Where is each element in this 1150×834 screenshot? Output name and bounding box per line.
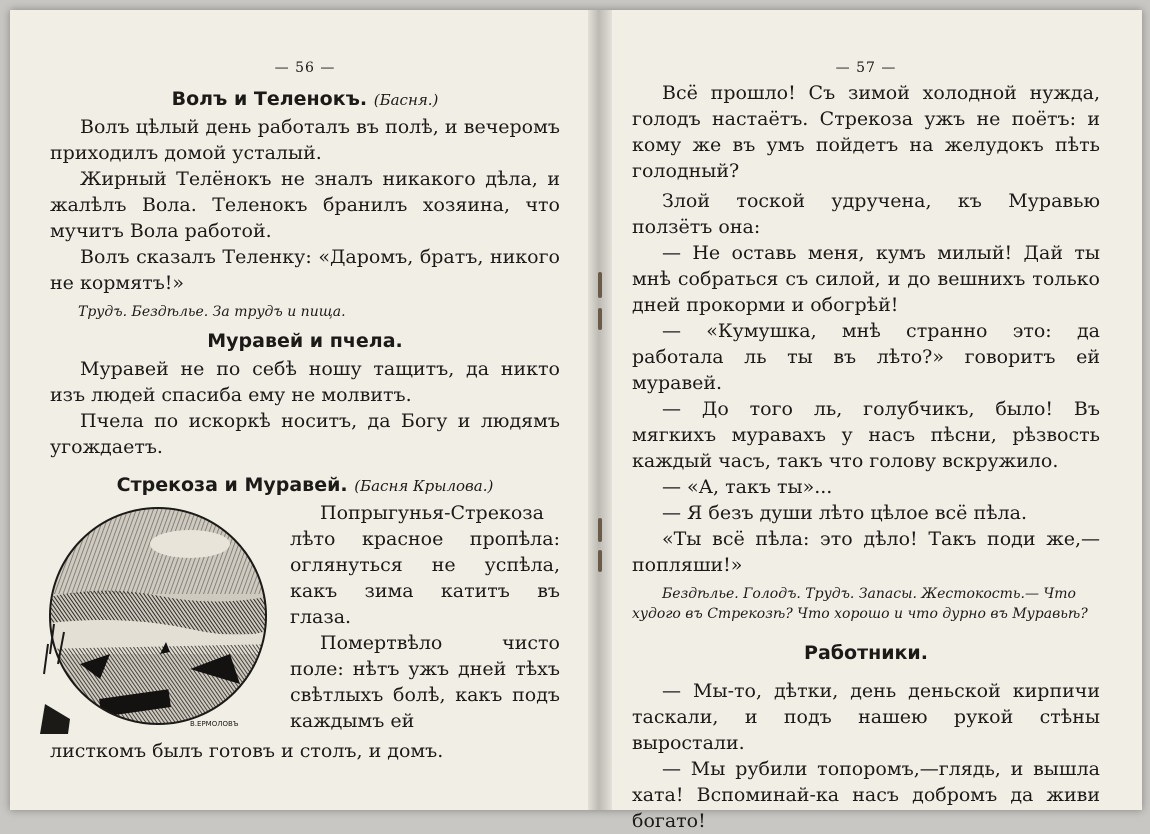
paragraph: Злой тоской удручена, къ Муравью ползётъ она:: [632, 190, 1100, 238]
title-text: Волъ и Теленокъ.: [171, 88, 368, 110]
fable-title: [50, 330, 560, 352]
paragraph: — Мы рубили топоромъ,—глядь, и вышла хата! Вспоминай-ка насъ добромъ да живи богато!: [632, 758, 1100, 832]
page-number: — 56 —: [274, 60, 336, 76]
title-subtitle: (Басня Крылова.): [354, 477, 494, 495]
title-text: Работники.: [804, 642, 928, 664]
binding-thread: [598, 272, 602, 298]
paragraph: — Я безъ души лѣто цѣлое всё пѣла.: [662, 502, 1028, 524]
illustration-signature: В.ЕРМОЛОВЪ: [190, 720, 239, 728]
story-title: [632, 642, 1100, 664]
binding-thread: [598, 308, 602, 330]
title-text: Стрекоза и Муравей.: [116, 474, 348, 496]
right-page: [632, 10, 1100, 832]
left-page: [50, 10, 560, 810]
book-spread: [10, 10, 1142, 832]
paragraph: — Мы-то, дѣтки, день деньской кирпичи таскали, и подъ нашею рукой стѣны выростали.: [632, 680, 1100, 754]
paragraph: Попрыгунья-Стрекоза лѣто красное пропѣла: оглянуться не успѣла, какъ зима катитъ въ глаза.: [290, 502, 560, 628]
fable-title: [50, 474, 560, 496]
paragraph: Помертвѣло чисто поле: нѣтъ ужъ дней тѣхъ свѣтлыхъ болѣ, какъ подъ каждымъ ей: [290, 632, 560, 732]
paragraph: листкомъ былъ готовъ и столъ, и домъ.: [50, 740, 444, 762]
binding-thread: [598, 518, 602, 542]
title-subtitle: (Басня.): [373, 91, 439, 109]
paragraph: — До того ль, голубчикъ, было! Въ мягкихъ муравахъ у насъ пѣсни, рѣзвость каждый часъ, такъ что голову вскружило.: [632, 398, 1100, 472]
paragraph: Жирный Телёнокъ не зналъ никакого дѣла, и жалѣлъ Вола. Теленокъ бранилъ хозяина, что мучитъ Вола работой.: [50, 168, 560, 242]
paragraph: — «А, такъ ты»...: [662, 476, 833, 498]
paragraph: Муравей не по себѣ ношу тащитъ, да никто изъ людей спасиба ему не молвитъ.: [50, 358, 560, 406]
binding-thread: [598, 550, 602, 572]
paragraph: Пчела по искоркѣ носитъ, да Богу и людямъ угождаетъ.: [50, 410, 560, 458]
engraving-illustration: [40, 504, 280, 734]
paragraph: — «Кумушка, мнѣ странно это: да работала ль ты въ лѣто?» говоритъ ей муравей.: [632, 320, 1100, 394]
paragraph: «Ты всё пѣла: это дѣло! Такъ поди же,—попляши!»: [632, 528, 1100, 576]
paragraph: — Не оставь меня, кумъ милый! Дай ты мнѣ собраться съ силой, и до вешнихъ только дней прокорми и обогрѣй!: [632, 242, 1100, 316]
page-number: — 57 —: [835, 60, 897, 76]
paragraph: Волъ цѣлый день работалъ въ полѣ, и вечеромъ приходилъ домой усталый.: [50, 116, 560, 164]
book-gutter: [588, 10, 612, 810]
moral-line: Трудъ. Бездѣлье. За трудъ и пища.: [78, 304, 346, 320]
fable-with-illustration: [50, 500, 560, 764]
fable-title: [50, 88, 560, 110]
paragraph: Всё прошло! Съ зимой холодной нужда, голодъ настаётъ. Стрекоза ужъ не поётъ: и кому же въ умъ пойдетъ на желудокъ пѣть голодный?: [632, 82, 1100, 182]
moral-line: Бездѣлье. Голодъ. Трудъ. Запасы. Жестокость.— Что худого въ Стрекозѣ? Что хорошо и что дурно въ Муравьѣ?: [632, 586, 1088, 622]
paragraph: Волъ сказалъ Теленку: «Даромъ, братъ, никого не кормятъ!»: [50, 246, 560, 294]
title-text: Муравей и пчела.: [207, 330, 403, 352]
